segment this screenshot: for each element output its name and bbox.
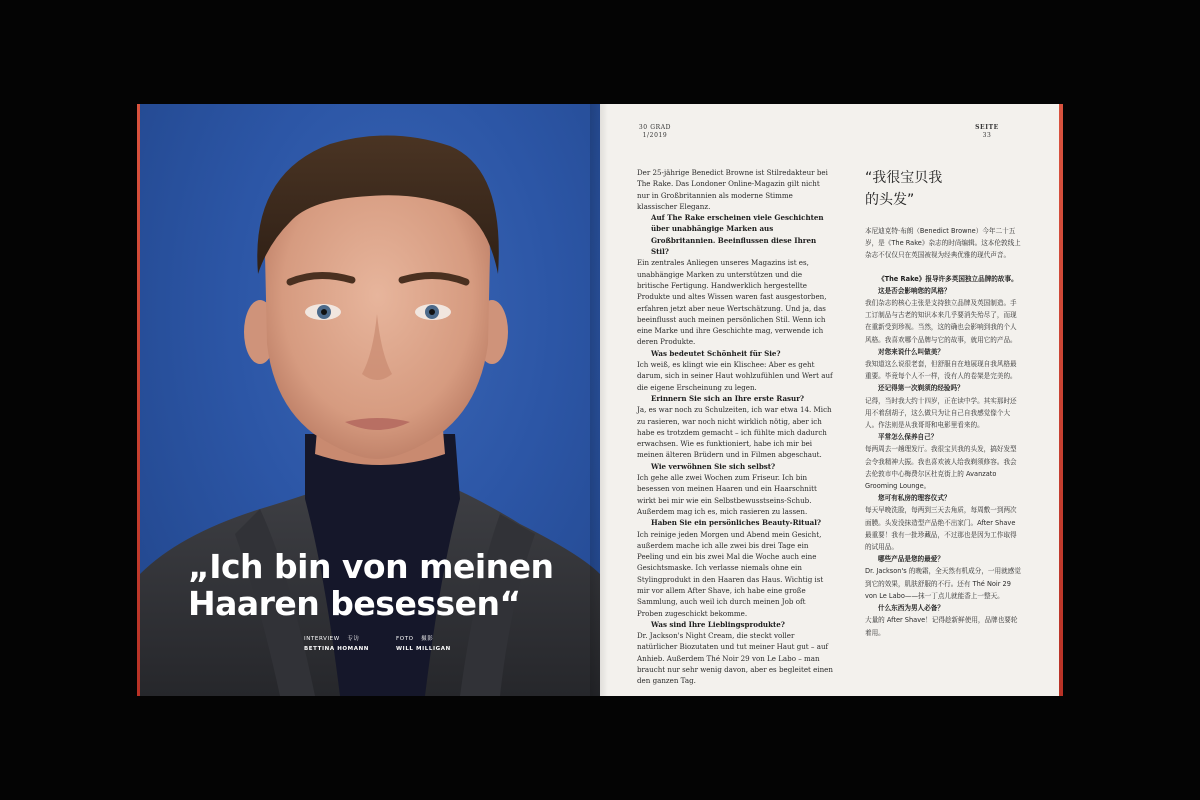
credit-interview-role: INTERVIEW — [304, 636, 340, 642]
german-question: Haben Sie ein persönliches Beauty-Ritual? — [651, 518, 822, 528]
german-answer: Ich reinige jeden Morgen und Abend mein Gesicht, außerdem mache ich alle zwei bis drei Tage ein Peeling und ein bis zwei Mal die Woche auch eine Gesichtsmaske. Ich verlasse niemals ohne ein Stylingprodukt in den Haaren das Haus. Wichtig ist mir vor allem After Shave, ich habe eine große Sammlung, auch weil ich durch meinen Job oft Proben zugeschickt bekomme. — [637, 529, 824, 618]
german-question: Auf The Rake erscheinen viele Geschichten über unabhängige Marken aus Großbritannien. Beeinflussen diese Ihren Stil? — [651, 213, 824, 257]
german-answer: Der 25-jährige Benedict Browne ist Stilredakteur bei The Rake. Das Londoner Online-Magazin gilt nicht nur in Großbritannien als moderne Stimme klassischer Eleganz. — [637, 168, 828, 211]
chinese-answer: 记得，当时我大约十四岁，正在读中学。其实那时还用不着刮胡子，这么做只为让自己自我感觉像个大人。作法则是从我哥哥和电影里看来的。 — [865, 396, 1017, 430]
portrait-page — [140, 104, 600, 696]
chinese-question: 对您来说什么叫做美？ — [878, 347, 944, 356]
chinese-spacer — [865, 262, 1021, 273]
chinese-body — [865, 225, 1021, 639]
chinese-question: 什么东西为男人必备？ — [878, 604, 944, 613]
german-question: Wie verwöhnen Sie sich selbst? — [651, 461, 776, 471]
credit-foto-role-zh: 摄影 — [421, 636, 434, 642]
chinese-answer: 每两周去一趟理发厅。我很宝贝我的头发，搞好发型会令我精神大振。我也喜欢被人给我剃须修容。我会去伦敦市中心梅费尔区杜克街上的 Avanzato Grooming Lounge。 — [865, 445, 1017, 491]
german-answer: Ich gehe alle zwei Wochen zum Friseur. Ich bin besessen von meinen Haaren und ein Haarschnitt wirkt bei mir wie ein Selbstbewusstseins-Schub. Außerdem mag ich es, mich rasieren zu lassen. — [637, 473, 817, 516]
folio-page — [972, 124, 1002, 140]
chinese-question: 您可有私房的理容仪式？ — [878, 494, 951, 503]
chinese-question: 哪些产品是您的最爱？ — [878, 555, 944, 564]
german-answer: Ein zentrales Anliegen unseres Magazins ist es, unabhängige Marken zu unterstützen und die britische Fertigung. Handwerklich hergestellte Produkte und altes Wissen waren fast ausgestorben, erfahren jetzt aber neue Wertschätzung. Und ja, das beeinflusst auch meinen persönlichen Stil. Wenn ich eine Marke und ihre Geschichte mag, verwende ich deren Produkte. — [637, 258, 827, 347]
credit-interview-name: BETTINA HOMANN — [304, 646, 370, 652]
german-answer: Dr. Jackson's Night Cream, die steckt voller natürlicher Biozutaten und tut meiner Haut gut – auf Anhieb. Außerdem Thé Noir 29 von Le Labo – man braucht nur sehr wenig davon, aber es begleitet einen den ganzen Tag. — [637, 631, 833, 686]
folio-issue — [635, 124, 675, 140]
chinese-question: 《The Rake》报导许多英国独立品牌的故事。这是否会影响您的风格？ — [878, 274, 1018, 295]
chinese-answer: 我知道这么说很老套，但舒服自在地展现自我风格最重要。毕竟每个人不一样，没有人的卷架是完美的。 — [865, 360, 1017, 381]
credit-interview-role-zh: 专访 — [347, 636, 360, 642]
folio-page-label: SEITE — [975, 124, 999, 131]
chinese-answer: 每天早晚洗脸，每两到三天去角质，每周敷一到两次面膜。头发没抹造型产品绝不出家门。After Shave 最重要！我有一批珍藏品，不过那也是因为工作取得的试用品。 — [865, 506, 1017, 552]
chinese-answer: 我们杂志的核心主张是支持独立品牌及英国制造。手工订制品与古老的知识本来几乎要消失殆尽了，而现在重新受到珍视。当然，这的确也会影响到我的个人风格。我喜欢哪个品牌与它的故事，就用它的产品。 — [865, 299, 1017, 344]
chinese-question: 平常怎么保养自己？ — [878, 433, 938, 442]
chinese-answer: 本尼迪克特·布朗（Benedict Browne）今年二十五岁，是《The Rake》杂志的时尚编辑。这本伦敦线上杂志不仅仅只在英国被视为经典优雅的现代声音。 — [865, 227, 1021, 260]
credit-foto-name: WILL MILLIGAN — [396, 646, 451, 652]
german-question: Was bedeutet Schönheit für Sie? — [651, 348, 781, 358]
german-question: Erinnern Sie sich an Ihre erste Rasur? — [651, 393, 805, 403]
folio-date: 1/2019 — [642, 132, 668, 139]
credit-foto-role: FOTO — [396, 636, 414, 642]
german-answer: Ich weiß, es klingt wie ein Klischee: Aber es geht darum, sich in seiner Haut wohlzufühlen und Wert auf die eigene Erscheinung zu legen. — [637, 360, 833, 392]
text-page — [600, 104, 1059, 696]
headline: „Ich bin von meinen Haaren besessen“ — [188, 547, 554, 623]
folio-magazine: 30 GRAD — [638, 124, 672, 131]
chinese-answer: 大量的 After Shave！记得趁新鲜使用，品牌也要轮着用。 — [865, 616, 1018, 637]
chinese-question: 还记得第一次剃须的经验吗？ — [878, 384, 964, 393]
chinese-answer: Dr. Jackson's 的晚霜，全天然有机成分，一用就感觉到它的效果，肌肤舒服的不行。还有 Thé Noir 29 von Le Labo——抹一丁点儿就能香上一整天。 — [865, 567, 1021, 600]
page-edge-right — [1059, 104, 1063, 696]
page-gutter — [590, 104, 620, 696]
german-answer: Ja, es war noch zu Schulzeiten, ich war etwa 14. Mich zu rasieren, war noch nicht wirklich nötig, aber ich habe es trotzdem gemacht – ich fühlte mich dadurch erwachsen. Wie es funktioniert, habe ich mir bei meinen älteren Brüdern und in Filmen abgeschaut. — [637, 405, 832, 460]
chinese-title: “我很宝贝我 的头发” — [865, 170, 943, 208]
credit-foto — [396, 634, 451, 654]
credit-interview — [304, 634, 369, 654]
german-column — [637, 167, 833, 687]
page-number: 33 — [982, 132, 992, 139]
german-question: Was sind Ihre Lieblingsprodukte? — [651, 619, 785, 629]
chinese-column — [865, 167, 1021, 639]
